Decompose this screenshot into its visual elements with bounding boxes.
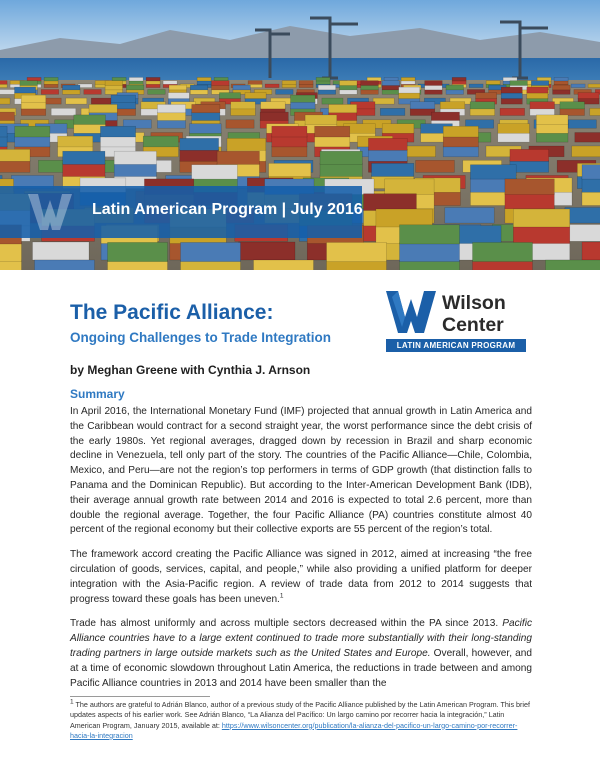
summary-heading: Summary [70, 387, 125, 401]
wilson-w-watermark-icon [26, 190, 74, 234]
footnote-divider [70, 696, 210, 697]
logo-wordmark-line1: Wilson [442, 292, 506, 314]
summary-paragraph-3: Trade has almost uniformly and across multiple sectors decreased within the PA since 2013. Pacific Alliance countries have to a large extent continued to trade more substantially with their long-standing trading partners in large outside markets such as the United States and Europe. Overall, however, and at a time of economic slowdown throughout Latin America, the reductions in trade between and among Pacific Alliance countries in 2013 and 2014 have been smaller than the [70, 618, 532, 689]
footnote-text: The authors are grateful to Adrián Blanco, author of a previous study of the Pacific Alliance published by the Latin American Program. This brief updates aspects of his earlier work. See Adrián Blanco, “La Alianza del Pacífico: Un largo camino por recorrer hacia la integración,” Latin American Program, January 2015, available at: [70, 700, 531, 730]
footnote-link[interactable]: https://www.wilsoncenter.org/publication/la-alianza-del-pacifico-un-largo-camino-por-recorrer-hacia-la-integracion [70, 720, 518, 740]
program-banner [0, 186, 362, 238]
emphasized-sentence: Pacific Alliance countries have to a large extent continued to trade more substantially with their long-standing trading partners in large outside markets such as the United States and Europe. [70, 618, 532, 659]
summary-paragraph-1: In April 2016, the International Monetary Fund (IMF) projected that annual growth in Latin America and the Caribbean would contract for a second straight year, the worst performance since the debt crisis of the early 1980s. Yet regional averages, dragged down by recession in Brazil and sharp economic decline in Venezuela, tell only part of the story. The countries of the Pacific Alliance—Chile, Colombia, Mexico, and Peru—are not the region’s top performers in terms of GDP growth (that distinction falls to Panama and the Dominican Republic). But according to the Inter-American Development Bank (IDB), their average annual growth rate between 2014 and 2016 is expected to total 2.6 percent, more than double the regional average. Together, the four Pacific Alliance (PA) countries constitute almost 40 percent of the regional economy but their collective exports are 55 percent of the region’s total. [70, 406, 532, 536]
wilson-center-logo [386, 291, 526, 353]
program-date-label: Latin American Program | July 2016 [92, 201, 363, 218]
body-text [70, 405, 532, 701]
footnote-number: 1 [70, 698, 74, 706]
logo-program-label: LATIN AMERICAN PROGRAM [386, 339, 526, 352]
header-photo [0, 0, 600, 270]
wilson-center-w-icon [386, 291, 436, 335]
logo-wordmark-line2: Center [442, 314, 504, 336]
page-subtitle: Ongoing Challenges to Trade Integration [70, 330, 332, 345]
page-title: The Pacific Alliance: [70, 301, 274, 324]
footnote [70, 700, 532, 741]
footnote-marker[interactable]: 1 [279, 592, 284, 600]
authors-byline: by Meghan Greene with Cynthia J. Arnson [70, 363, 311, 377]
summary-paragraph-2: The framework accord creating the Pacific Alliance was signed in 2012, aimed at increasing “the free circulation of goods, services, capital, and people,” while also providing a unified platform for deeper integration with the Asia-Pacific region. A review of trade data from 2012 to 2014 suggests that progress toward these goals has been uneven.$^1$ [70, 549, 532, 605]
